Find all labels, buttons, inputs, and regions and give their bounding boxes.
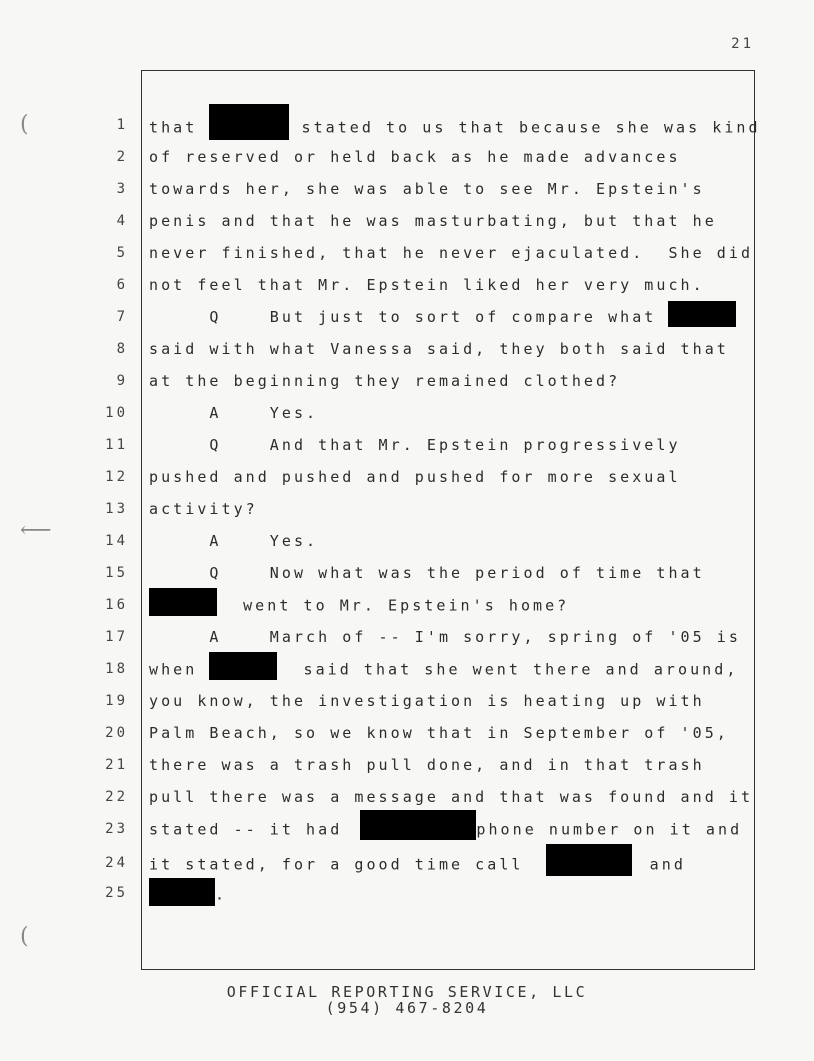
transcript-line (0, 335, 814, 367)
margin-arrow-mark: ⟵ (20, 518, 52, 543)
transcript-line (0, 751, 814, 783)
line-number: 13 (105, 501, 128, 517)
line-text: towards her, she was able to see Mr. Epstein's (149, 180, 705, 198)
line-number: 12 (105, 469, 128, 485)
line-text: of reserved or held back as he made advances (149, 148, 681, 166)
line-text: A Yes. (149, 404, 319, 422)
transcript-line (0, 143, 814, 175)
line-text (149, 116, 761, 140)
redaction-box (149, 878, 215, 906)
line-number: 1 (116, 117, 128, 133)
transcript-line (0, 431, 814, 463)
transcript-line (0, 815, 814, 847)
line-number: 15 (105, 565, 128, 581)
line-number: 17 (105, 629, 128, 645)
text-segment: said that she went there and around, (291, 660, 739, 679)
line-number: 18 (105, 661, 128, 677)
line-text: Q And that Mr. Epstein progressively (149, 436, 681, 454)
transcript-line (0, 271, 814, 303)
line-text (149, 308, 736, 327)
frame-top-rule (141, 70, 755, 71)
text-segment: stated to us that because she was kind (289, 118, 761, 137)
redaction-box (360, 810, 476, 840)
transcript-line (0, 111, 814, 143)
frame-bottom-rule (141, 969, 755, 970)
line-number: 14 (105, 533, 128, 549)
redaction-box (546, 844, 632, 876)
text-segment: phone number on it and (476, 820, 743, 839)
page-number: 21 (731, 36, 754, 52)
line-text (149, 596, 569, 616)
line-number: 25 (105, 885, 128, 901)
transcript-line (0, 879, 814, 911)
line-text: A March of -- I'm sorry, spring of '05 is (149, 628, 741, 646)
line-text (149, 884, 227, 906)
line-text: said with what Vanessa said, they both said that (149, 340, 729, 358)
transcript-line (0, 719, 814, 751)
margin-paren-mark-lower: ( (20, 924, 29, 949)
transcript-line (0, 591, 814, 623)
margin-paren-mark: ( (20, 112, 29, 137)
line-number: 20 (105, 725, 128, 741)
transcript-line (0, 367, 814, 399)
line-number: 19 (105, 693, 128, 709)
line-number: 2 (116, 149, 128, 165)
transcript-line (0, 849, 814, 881)
text-segment: that (149, 118, 210, 137)
line-number: 7 (116, 309, 128, 325)
redaction-box (668, 301, 736, 327)
text-segment: when (149, 660, 210, 679)
reporter-phone: (954) 467-8204 (325, 999, 489, 1017)
redaction-box (209, 104, 289, 140)
line-text: not feel that Mr. Epstein liked her very much. (149, 276, 705, 294)
line-number: 6 (116, 277, 128, 293)
line-number: 8 (116, 341, 128, 357)
line-text: Palm Beach, so we know that in September of '05, (149, 724, 729, 742)
transcript-line (0, 303, 814, 335)
line-text (149, 660, 738, 680)
line-number: 11 (105, 437, 128, 453)
transcript-line (0, 559, 814, 591)
redaction-box (149, 588, 217, 616)
line-number: 3 (116, 181, 128, 197)
line-text: Q Now what was the period of time that (149, 564, 705, 582)
transcript-line (0, 527, 814, 559)
line-text: never finished, that he never ejaculated. She did (149, 244, 754, 262)
line-number: 23 (105, 821, 128, 837)
redaction-box (209, 652, 277, 680)
text-segment: it stated, for a good time call (149, 855, 536, 874)
line-text: pull there was a message and that was found and it (149, 788, 754, 806)
reporter-footer (0, 984, 814, 1016)
transcript-line (0, 175, 814, 207)
text-segment: and (637, 855, 686, 874)
line-text: A Yes. (149, 532, 319, 550)
line-number: 5 (116, 245, 128, 261)
line-text (149, 820, 742, 840)
line-number: 9 (116, 373, 128, 389)
text-segment: . (215, 885, 228, 904)
text-segment: went to Mr. Epstein's home? (231, 596, 570, 615)
line-text: at the beginning they remained clothed? (149, 372, 621, 390)
transcript-line (0, 463, 814, 495)
reporter-name: OFFICIAL REPORTING SERVICE, LLC (226, 983, 588, 1001)
transcript-line (0, 239, 814, 271)
line-number: 16 (105, 597, 128, 613)
line-text: penis and that he was masturbating, but that he (149, 212, 717, 230)
line-text: there was a trash pull done, and in that trash (149, 756, 705, 774)
line-text: you know, the investigation is heating up with (149, 692, 705, 710)
transcript-line (0, 207, 814, 239)
transcript-line (0, 655, 814, 687)
text-segment: Q But just to sort of compare what (149, 308, 669, 326)
line-text: activity? (149, 500, 258, 518)
line-number: 21 (105, 757, 128, 773)
text-segment: stated -- it had (149, 820, 355, 839)
line-text (149, 854, 686, 876)
transcript-line (0, 495, 814, 527)
transcript-line (0, 687, 814, 719)
line-number: 10 (105, 405, 128, 421)
transcript-line (0, 623, 814, 655)
line-text: pushed and pushed and pushed for more sexual (149, 468, 681, 486)
line-number: 4 (116, 213, 128, 229)
transcript-line (0, 399, 814, 431)
line-number: 24 (105, 855, 128, 871)
line-number: 22 (105, 789, 128, 805)
